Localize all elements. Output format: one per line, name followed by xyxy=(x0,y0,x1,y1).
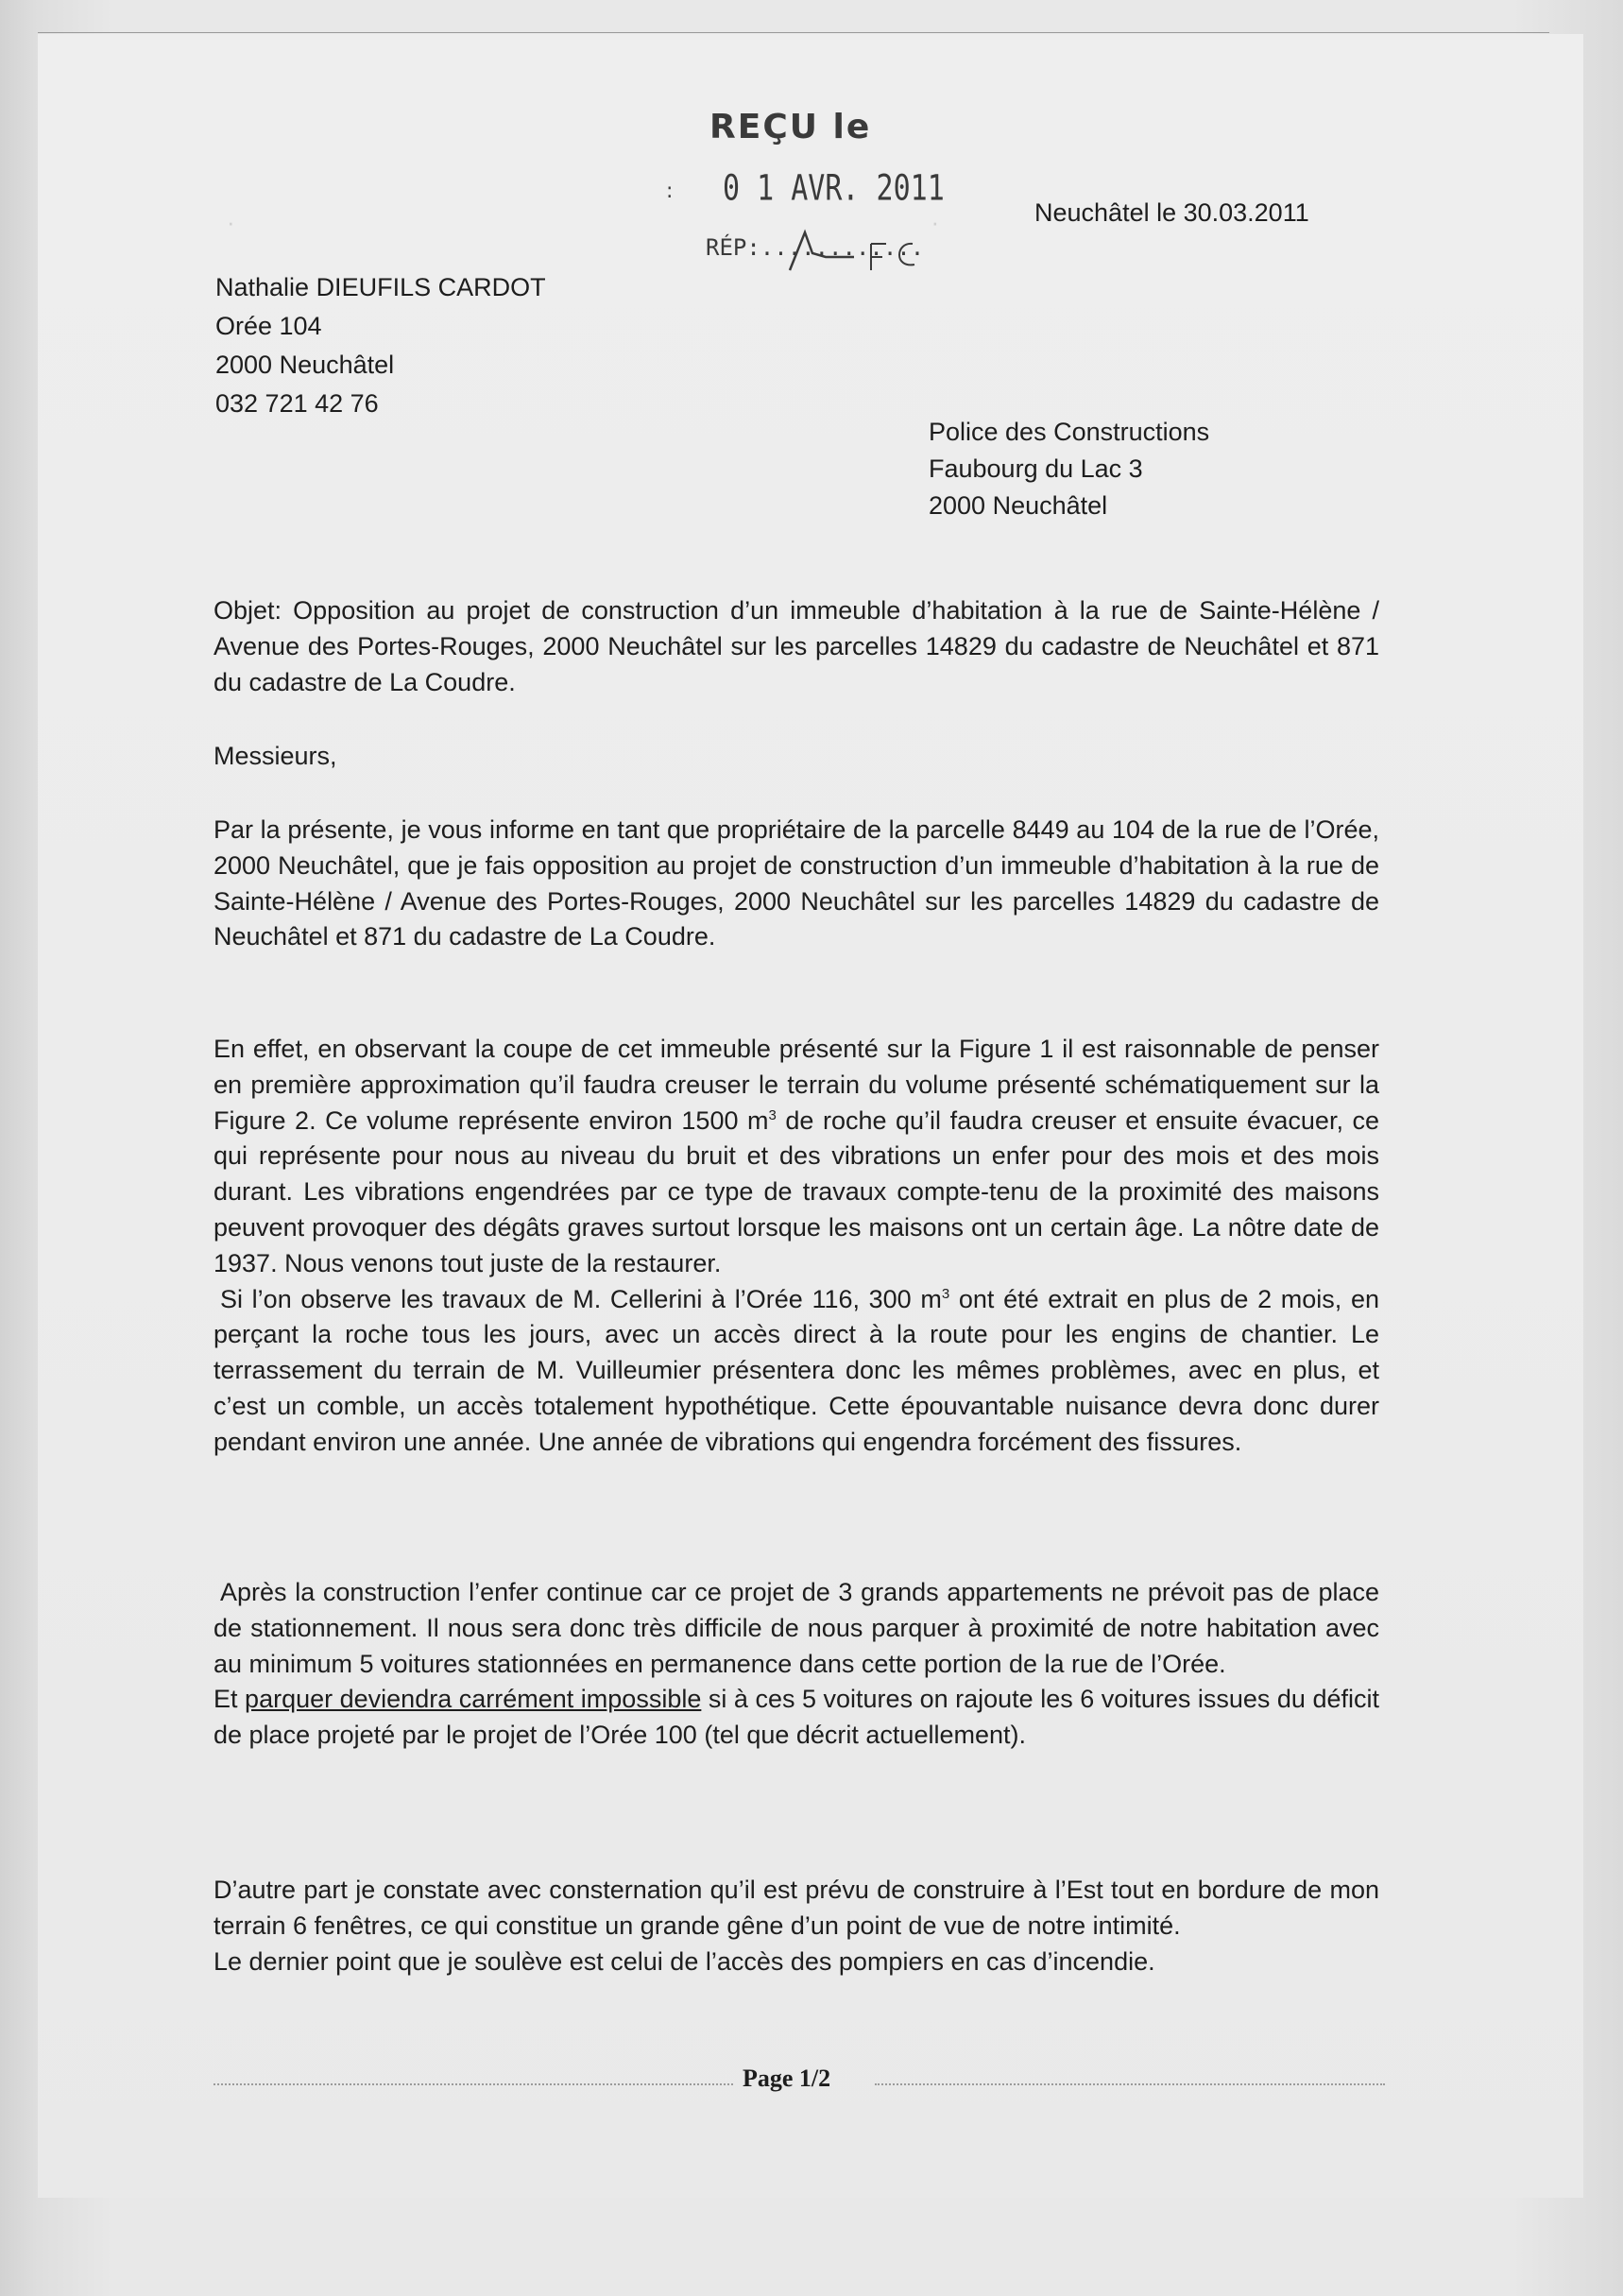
sender-street: Orée 104 xyxy=(215,312,322,340)
paragraph-parking xyxy=(214,1575,1379,1754)
reception-stamp xyxy=(666,104,1006,293)
text-run: si à ces 5 voitures on rajoute les 6 voitures issues du déficit de place projeté par le projet de l’Orée 100 (tel que décrit actuellement). xyxy=(214,1685,1380,1750)
page-footer xyxy=(214,2065,1385,2102)
stamp-title: REÇU le xyxy=(709,108,872,146)
stamp-date: 0 1 AVR. 2011 xyxy=(723,167,945,210)
sender-name: Nathalie DIEUFILS CARDOT xyxy=(215,273,546,301)
footer-rule-right xyxy=(875,2083,1385,2085)
recipient-street: Faubourg du Lac 3 xyxy=(929,454,1143,483)
page-number: Page 1/2 xyxy=(743,2065,831,2092)
salutation-text: Messieurs, xyxy=(214,742,337,770)
recipient-name: Police des Constructions xyxy=(929,418,1210,446)
recipient-address xyxy=(929,414,1209,524)
underlined-text: parquer deviendra carrément impossible xyxy=(245,1685,702,1714)
paragraph-privacy xyxy=(214,1873,1379,1979)
stamp-signature-icon xyxy=(784,215,973,282)
text-run: Si l’on observe les travaux de M. Cellerini à l’Orée 116, 300 m xyxy=(220,1284,942,1313)
paragraph-opposition xyxy=(214,813,1379,955)
recipient-city: 2000 Neuchâtel xyxy=(929,491,1108,520)
letter-subject xyxy=(214,593,1379,700)
stamp-mark: : xyxy=(666,180,674,203)
subject-text: Objet: Opposition au projet de construction d’un immeuble d’habitation à la rue de Sainte-Hélène / Avenue des Portes-Rouges, 2000 Neuchâtel sur les parcelles 14829 du cadastre de Neuchâtel et 871 du cadastre de La Coudre. xyxy=(214,596,1379,696)
text-run: Et xyxy=(214,1685,246,1714)
paragraph-text xyxy=(214,1282,1379,1461)
bleed-through-text: · · xyxy=(227,208,940,236)
paragraph-text: Après la construction l’enfer continue car ce projet de 3 grands appartements ne prévoit pas de place de stationnement. Il nous sera donc très difficile de nous parquer à proximité de notre habitation avec au minimum 5 voitures stationnées en permanence dans cette portion de la rue de l’Orée. xyxy=(214,1578,1379,1678)
paragraph-text xyxy=(214,1032,1379,1282)
paragraph-excavation xyxy=(214,1032,1379,1461)
letter-salutation xyxy=(214,739,1379,775)
text-run: En effet, en observant la coupe de cet immeuble présenté sur la Figure 1 il est raisonnable de penser en première approximation qu’il faudra creuser le terrain du volume présenté schématiquement sur la Figure 2. Ce volume représente environ 1500 m xyxy=(214,1035,1379,1135)
superscript: 3 xyxy=(768,1106,777,1123)
paragraph-text: Le dernier point que je soulève est celui de l’accès des pompiers en cas d’incendie. xyxy=(214,1946,1155,1976)
sender-city: 2000 Neuchâtel xyxy=(215,351,395,379)
footer-rule-left xyxy=(214,2083,733,2085)
page-top-edge xyxy=(38,32,1549,33)
text-run: de roche qu’il faudra creuser et ensuite évacuer, ce qui représente pour nous au niveau du bruit et des vibrations un enfer pour des mois et des mois durant. Les vibrations engendrées par ce type de travaux compte-tenu de la proximité des maisons peuvent provoquer des dégâts graves surtout lorsque les maisons ont un certain âge. La nôtre date de 1937. Nous venons tout juste de la restaurer. xyxy=(214,1105,1379,1277)
superscript: 3 xyxy=(941,1285,950,1302)
paragraph-text: D’autre part je constate avec consternation qu’il est prévu de construire à l’Est tout en bordure de mon terrain 6 fenêtres, ce qui constitue un grande gêne d’un point de vue de notre intimité. xyxy=(214,1876,1379,1940)
text-run: ont été extrait en plus de 2 mois, en perçant la roche tous les jours, avec un accès direct à la route pour les engins de chantier. Le terrassement du terrain de M. Vuilleumier présentera donc les mêmes problèmes, avec en plus, et c’est un comble, un accès totalement hypothétique. Cette épouvantable nuisance devra donc durer pendant environ une année. Une année de vibrations qui engendra forcément des fissures. xyxy=(214,1284,1379,1456)
stamp-rep-field: RÉP:............ xyxy=(706,234,925,261)
paragraph-text xyxy=(214,1682,1379,1754)
sender-address xyxy=(215,268,546,423)
sender-phone: 032 721 42 76 xyxy=(215,389,379,418)
letter-date: Neuchâtel le 30.03.2011 xyxy=(1034,198,1309,227)
paragraph-text: Par la présente, je vous informe en tant que propriétaire de la parcelle 8449 au 104 de la rue de l’Orée, 2000 Neuchâtel, que je fais opposition au projet de construction d’un immeuble d’habitation à la rue de Sainte-Hélène / Avenue des Portes-Rouges, 2000 Neuchâtel sur les parcelles 14829 du cadastre de Neuchâtel et 871 du cadastre de La Coudre. xyxy=(214,815,1379,951)
